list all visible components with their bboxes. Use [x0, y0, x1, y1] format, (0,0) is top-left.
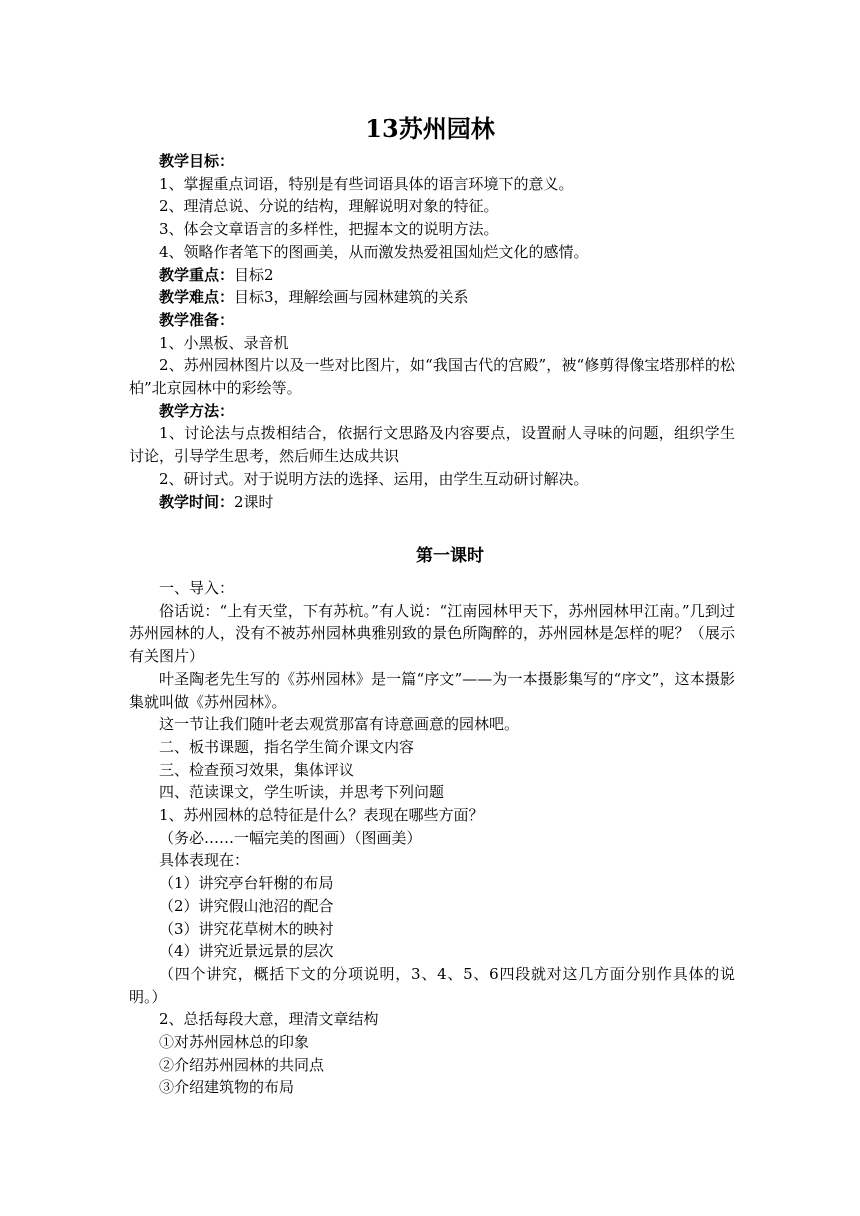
lesson-heading: 第一课时 [416, 546, 484, 566]
time-value: 2课时 [234, 492, 274, 511]
method-item: 2、研讨式。对于说明方法的选择、运用，由学生互动研讨解决。 [159, 469, 589, 488]
aspects-note: （四个讲究，概括下文的分项说明，3、4、5、6四段就对这几方面分别作具体的说明。） [129, 964, 735, 1006]
intro-paragraph: 这一节让我们随叶老去观赏那富有诗意画意的园林吧。 [159, 715, 520, 734]
key-point-label: 教学重点： [159, 265, 235, 284]
key-point-value: 目标2 [234, 265, 274, 284]
document-title: 13苏州园林 [365, 114, 495, 143]
method-item: 1、讨论法与点拨相结合，依据行文思路及内容要点，设置耐人寻味的问题，组织学生讨论，引导学生思考，然后师生达成共识 [129, 424, 735, 466]
question-item: 2、总括每段大意，理清文章结构 [159, 1010, 379, 1029]
aspect-item: （2）讲究假山池沼的配合 [159, 896, 334, 915]
intro-label: 一、导入： [159, 579, 235, 597]
outline-item: ①对苏州园林总的印象 [159, 1033, 310, 1052]
goal-item: 4、领略作者笔下的图画美，从而激发热爱祖国灿烂文化的感情。 [159, 242, 589, 261]
aspect-item: （1）讲究亭台轩榭的布局 [159, 874, 334, 893]
intro-paragraph: 叶圣陶老先生写的《苏州园林》是一篇“序文”——为一本摄影集写的“序文”，这本摄影集就叫做《苏州园林》。 [129, 669, 735, 711]
difficulty-line [129, 286, 735, 309]
aspect-item: （4）讲究近景远景的层次 [159, 942, 334, 961]
goal-item: 2、理清总说、分说的结构，理解说明对象的特征。 [159, 197, 499, 216]
prep-item: 1、小黑板、录音机 [159, 333, 289, 352]
key-point-line [129, 264, 735, 287]
difficulty-label: 教学难点： [159, 288, 235, 307]
specific-label: 具体表现在： [159, 851, 250, 870]
teaching-plan-section [129, 150, 735, 513]
step-item: 三、检查预习效果，集体评议 [159, 760, 355, 779]
goals-label: 教学目标： [159, 152, 235, 170]
outline-item: ③介绍建筑物的布局 [159, 1078, 295, 1097]
step-item: 四、范读课文，学生听读，并思考下列问题 [159, 783, 445, 802]
question-answer: （务必……一幅完美的图画）（图画美） [159, 828, 422, 847]
question-item: 1、苏州园林的总特征是什么？表现在哪些方面？ [159, 806, 484, 825]
prep-item: 2、苏州园林图片以及一些对比图片，如“我国古代的宫殿”，被“修剪得像宝塔那样的松柏”北京园林中的彩绘等。 [129, 356, 735, 398]
lesson-section [129, 577, 735, 1099]
time-label: 教学时间： [159, 492, 235, 511]
prep-label: 教学准备： [159, 310, 235, 329]
goal-item: 3、体会文章语言的多样性，把握本文的说明方法。 [159, 220, 499, 239]
step-item: 二、板书课题，指名学生简介课文内容 [159, 737, 415, 756]
intro-paragraph: 俗话说：“上有天堂，下有苏杭。”有人说：“江南园林甲天下，苏州园林甲江南。”几到过苏州园林的人，没有不被苏州园林典雅别致的景色所陶醉的，苏州园林是怎样的呢？（展示有关图片） [129, 601, 735, 666]
aspect-item: （3）讲究花草树木的映衬 [159, 919, 334, 938]
method-label: 教学方法： [159, 401, 235, 420]
time-line [129, 491, 735, 514]
goal-item: 1、掌握重点词语，特别是有些词语具体的语言环境下的意义。 [159, 174, 574, 193]
difficulty-value: 目标3，理解绘画与园林建筑的关系 [234, 288, 469, 307]
outline-item: ②介绍苏州园林的共同点 [159, 1055, 325, 1074]
